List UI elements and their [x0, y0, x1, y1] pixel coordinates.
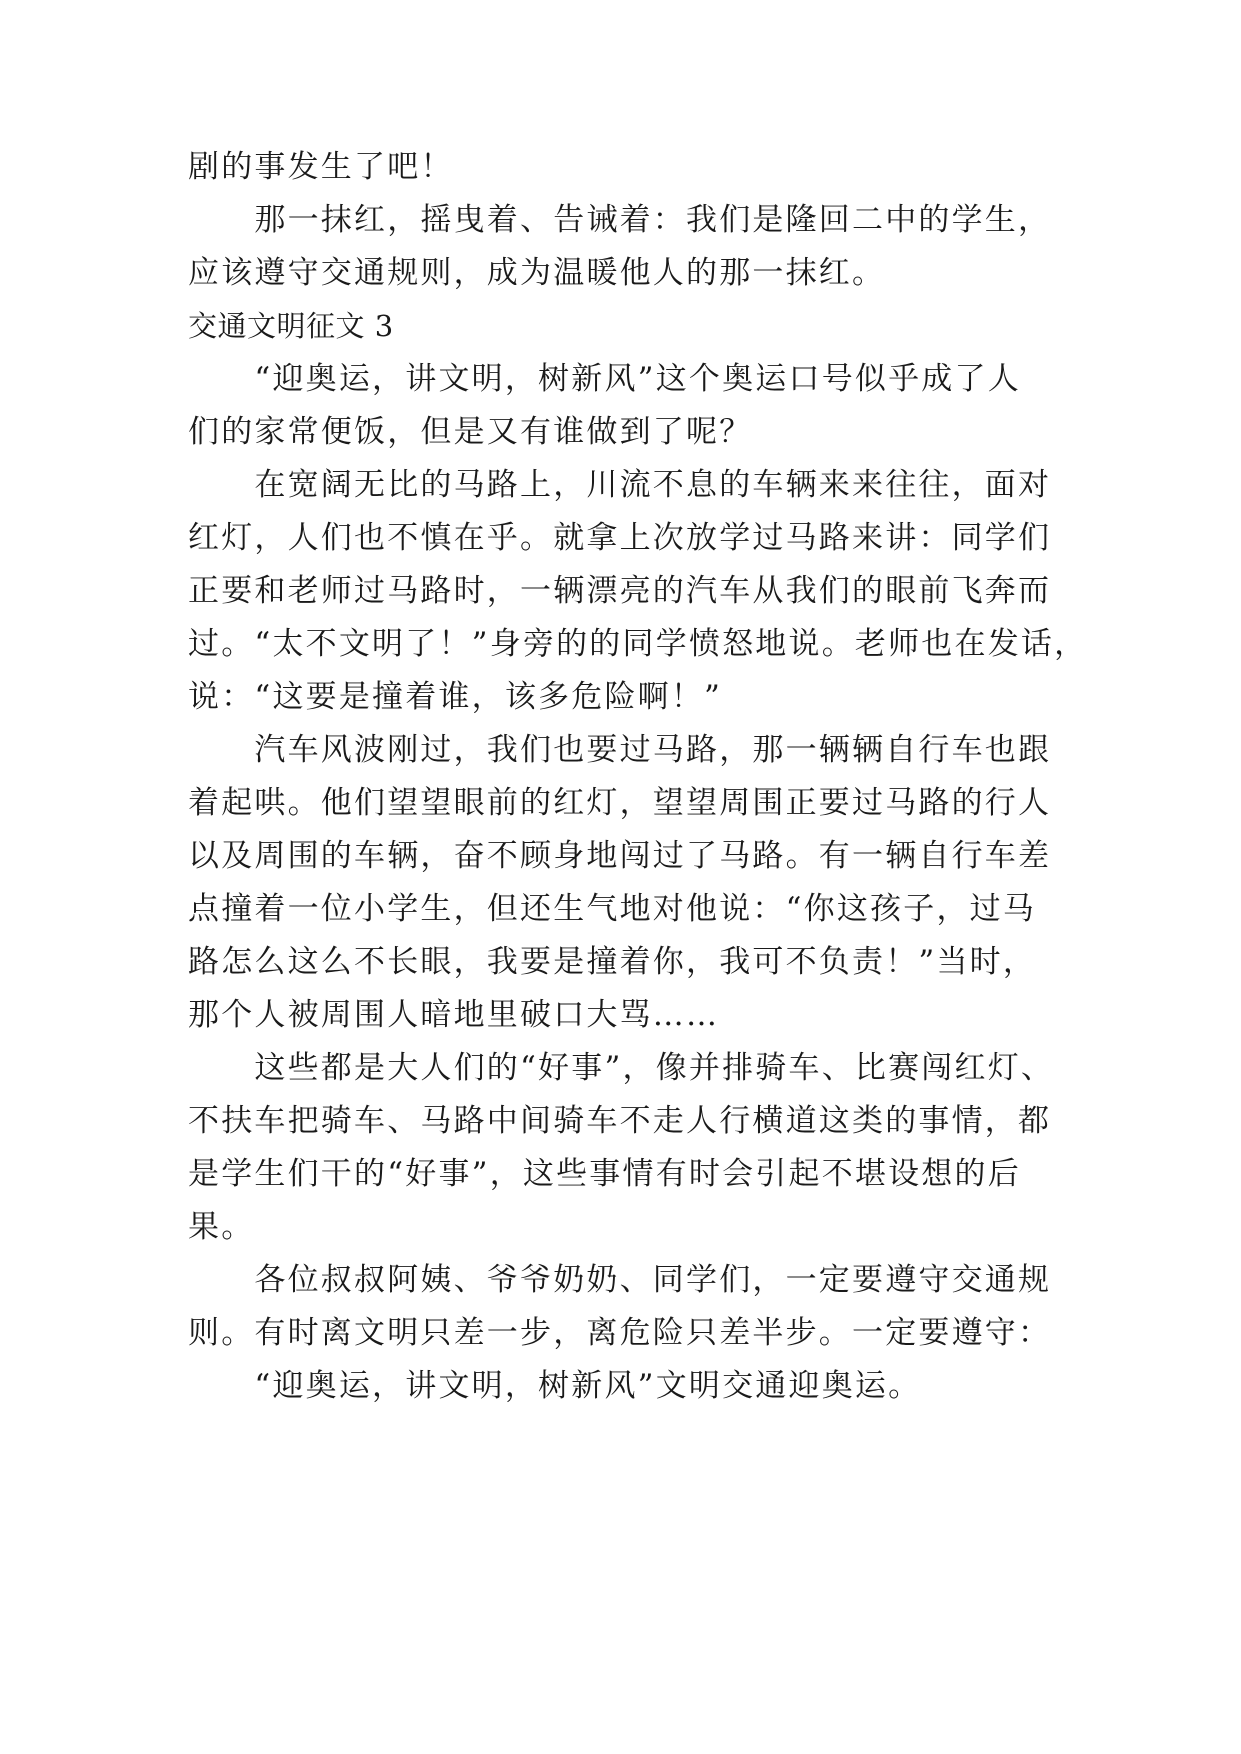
- text-line: 汽车风波刚过，我们也要过马路，那一辆辆自行车也跟: [188, 732, 1052, 768]
- text-line: 不扶车把骑车、马路中间骑车不走人行横道这类的事情，都: [188, 1103, 1052, 1139]
- text-line: 过。“太不文明了！”身旁的的同学愤怒地说。老师也在发话，: [188, 626, 1088, 662]
- text-line: 红灯，人们也不慎在乎。就拿上次放学过马路来讲：同学们: [188, 520, 1052, 556]
- text-line: 则。有时离文明只差一步，离危险只差半步。一定要遵守：: [188, 1315, 1052, 1351]
- section-heading: 交通文明征文 3: [188, 309, 394, 343]
- text-line: 这些都是大人们的“好事”，像并排骑车、比赛闯红灯、: [188, 1050, 1055, 1086]
- text-line: 们的家常便饭，但是又有谁做到了呢？: [188, 414, 753, 450]
- text-line: 以及周围的车辆，奋不顾身地闯过了马路。有一辆自行车差: [188, 838, 1052, 874]
- text-line: 正要和老师过马路时，一辆漂亮的汽车从我们的眼前飞奔而: [188, 573, 1052, 609]
- text-line: “迎奥运，讲文明，树新风”文明交通迎奥运。: [188, 1368, 922, 1404]
- text-line: 在宽阔无比的马路上，川流不息的车辆来来往往，面对: [188, 467, 1052, 503]
- text-line: 点撞着一位小学生，但还生气地对他说：“你这孩子，过马: [188, 891, 1037, 927]
- text-line: 果。: [188, 1209, 255, 1245]
- text-line: 路怎么这么不长眼，我要是撞着你，我可不负责！”当时，: [188, 944, 1037, 980]
- text-line: 剧的事发生了吧！: [188, 149, 454, 185]
- text-line: 那个人被周围人暗地里破口大骂……: [188, 997, 720, 1033]
- text-line: 那一抹红，摇曳着、告诫着：我们是隆回二中的学生，: [188, 202, 1052, 238]
- text-line: 着起哄。他们望望眼前的红灯，望望周围正要过马路的行人: [188, 785, 1052, 821]
- text-line: 各位叔叔阿姨、爷爷奶奶、同学们，一定要遵守交通规: [188, 1262, 1052, 1298]
- text-line: 说：“这要是撞着谁，该多危险啊！”: [188, 679, 723, 715]
- text-line: 是学生们干的“好事”，这些事情有时会引起不堪设想的后: [188, 1156, 1021, 1192]
- text-line: 应该遵守交通规则，成为温暖他人的那一抹红。: [188, 255, 886, 291]
- text-line: “迎奥运，讲文明，树新风”这个奥运口号似乎成了人: [188, 361, 1021, 397]
